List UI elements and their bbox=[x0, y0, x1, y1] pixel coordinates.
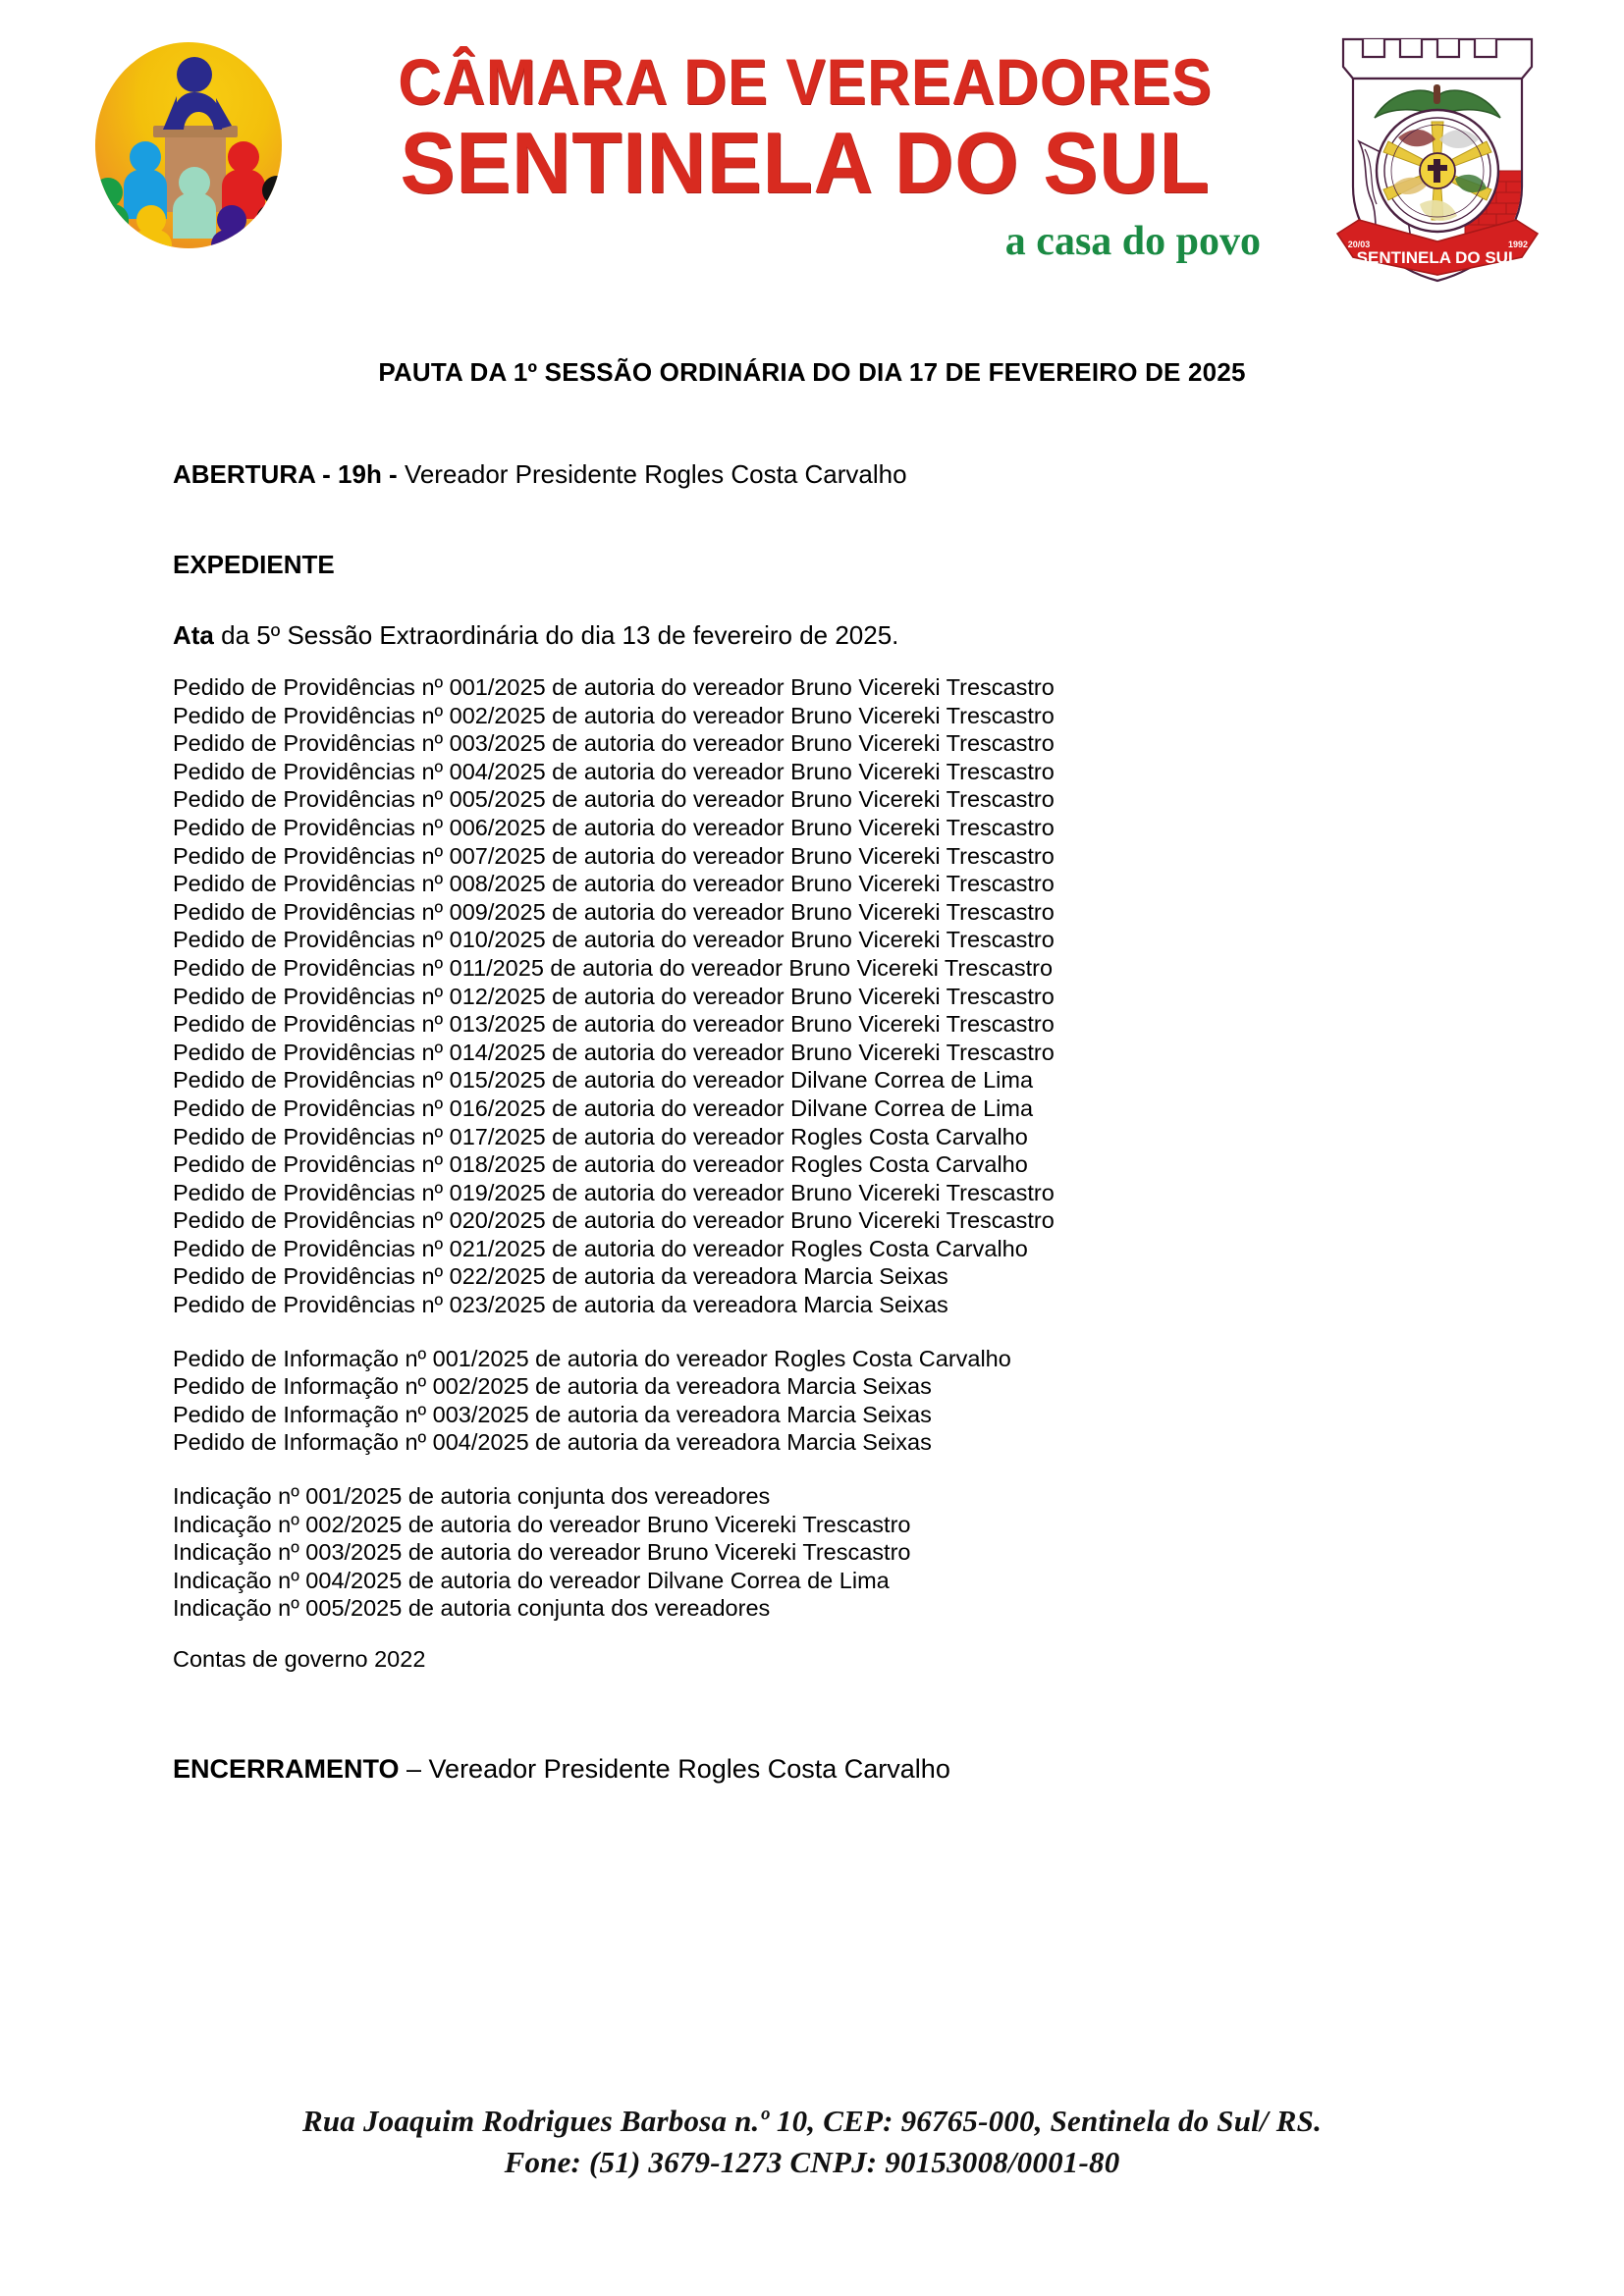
coat-banner-date-left: 20/03 bbox=[1347, 240, 1371, 249]
pedido-de-providencias-item: Pedido de Providências nº 004/2025 de autoria do vereador Bruno Vicereki Trescastro bbox=[173, 758, 1055, 784]
indicacao-item: Indicação nº 004/2025 de autoria do vereador Dilvane Correa de Lima bbox=[173, 1567, 890, 1593]
pedido-de-providencias-item: Pedido de Providências nº 015/2025 de autoria do vereador Dilvane Correa de Lima bbox=[173, 1067, 1034, 1094]
encerramento-text: – Vereador Presidente Rogles Costa Carvalho bbox=[399, 1753, 950, 1784]
pedido-de-providencias-item: Pedido de Providências nº 009/2025 de autoria do vereador Bruno Vicereki Trescastro bbox=[173, 898, 1055, 925]
spacer bbox=[173, 487, 1449, 552]
spacer bbox=[173, 648, 1449, 673]
document-header bbox=[0, 0, 1624, 334]
pedido-de-providencias-item: Pedido de Providências nº 016/2025 de autoria do vereador Dilvane Correa de Lima bbox=[173, 1095, 1034, 1121]
coat-banner-date-right: 1992 bbox=[1507, 240, 1529, 249]
ata-text: da 5º Sessão Extraordinária do dia 13 de fevereiro de 2025. bbox=[221, 620, 899, 650]
pedido-de-providencias-item: Pedido de Providências nº 008/2025 de autoria do vereador Bruno Vicereki Trescastro bbox=[173, 871, 1055, 897]
indicacao-item: Indicação nº 005/2025 de autoria conjunta dos vereadores bbox=[173, 1595, 771, 1622]
spacer bbox=[173, 1319, 1449, 1345]
sentinela-do-sul-coat-of-arms-icon bbox=[1329, 24, 1545, 289]
camara-assembly-emblem-icon bbox=[69, 27, 309, 248]
pedido-de-providencias-item: Pedido de Providências nº 002/2025 de autoria do vereador Bruno Vicereki Trescastro bbox=[173, 702, 1055, 728]
abertura-text: Vereador Presidente Rogles Costa Carvalho bbox=[404, 459, 907, 489]
coat-banner-text: SENTINELA DO SUL bbox=[1356, 248, 1519, 267]
pedido-de-providencias-item: Pedido de Providências nº 011/2025 de autoria do vereador Bruno Vicereki Trescastro bbox=[173, 954, 1054, 981]
footer-address-line: Rua Joaquim Rodrigues Barbosa n.º 10, CEP: 96765-000, Sentinela do Sul/ RS. bbox=[301, 2104, 1323, 2138]
indicacao-item: Indicação nº 001/2025 de autoria conjunta dos vereadores bbox=[173, 1483, 771, 1510]
spacer bbox=[173, 1672, 1449, 1756]
pedidos-de-informacao-list bbox=[173, 1345, 1449, 1457]
pedido-de-providencias-item: Pedido de Providências nº 007/2025 de autoria do vereador Bruno Vicereki Trescastro bbox=[173, 842, 1055, 869]
pedido-de-providencias-item: Pedido de Providências nº 012/2025 de autoria do vereador Bruno Vicereki Trescastro bbox=[173, 983, 1055, 1009]
pedido-de-providencias-item: Pedido de Providências nº 023/2025 de autoria da vereadora Marcia Seixas bbox=[173, 1292, 948, 1318]
footer-contact-line: Fone: (51) 3679-1273 CNPJ: 90153008/0001-80 bbox=[504, 2144, 1120, 2179]
pedido-de-providencias-item: Pedido de Providências nº 014/2025 de autoria do vereador Bruno Vicereki Trescastro bbox=[173, 1039, 1055, 1065]
pedido-de-providencias-item: Pedido de Providências nº 022/2025 de autoria da vereadora Marcia Seixas bbox=[173, 1263, 948, 1290]
pedido-de-providencias-item: Pedido de Providências nº 010/2025 de autoria do vereador Bruno Vicereki Trescastro bbox=[173, 927, 1055, 953]
pedido-de-providencias-item: Pedido de Providências nº 006/2025 de autoria do vereador Bruno Vicereki Trescastro bbox=[173, 814, 1055, 840]
expediente-heading: EXPEDIENTE bbox=[173, 550, 335, 579]
contas-de-governo-line: Contas de governo 2022 bbox=[173, 1646, 426, 1672]
pedido-de-informacao-item: Pedido de Informação nº 003/2025 de autoria da vereadora Marcia Seixas bbox=[173, 1401, 932, 1427]
pedido-de-informacao-item: Pedido de Informação nº 002/2025 de autoria da vereadora Marcia Seixas bbox=[173, 1373, 932, 1400]
pedido-de-providencias-item: Pedido de Providências nº 001/2025 de autoria do vereador Bruno Vicereki Trescastro bbox=[173, 674, 1055, 700]
wordmark-tagline-a-casa-do-povo: a casa do povo bbox=[1004, 219, 1261, 265]
spacer bbox=[173, 1457, 1449, 1482]
pedido-de-providencias-item: Pedido de Providências nº 013/2025 de autoria do vereador Bruno Vicereki Trescastro bbox=[173, 1011, 1055, 1038]
pedidos-de-providencias-list bbox=[173, 673, 1449, 1319]
pedido-de-informacao-item: Pedido de Informação nº 001/2025 de autoria do vereador Rogles Costa Carvalho bbox=[173, 1345, 1011, 1371]
pedido-de-providencias-item: Pedido de Providências nº 019/2025 de autoria do vereador Bruno Vicereki Trescastro bbox=[173, 1179, 1055, 1205]
page-title: PAUTA DA 1º SESSÃO ORDINÁRIA DO DIA 17 DE FEVEREIRO DE 2025 bbox=[378, 357, 1246, 387]
pedido-de-providencias-item: Pedido de Providências nº 003/2025 de autoria do vereador Bruno Vicereki Trescastro bbox=[173, 730, 1055, 757]
pedido-de-informacao-item: Pedido de Informação nº 004/2025 de autoria da vereadora Marcia Seixas bbox=[173, 1429, 932, 1456]
pedido-de-providencias-item: Pedido de Providências nº 017/2025 de autoria do vereador Rogles Costa Carvalho bbox=[173, 1123, 1028, 1149]
pedido-de-providencias-item: Pedido de Providências nº 020/2025 de autoria do vereador Bruno Vicereki Trescastro bbox=[173, 1207, 1055, 1234]
pedido-de-providencias-item: Pedido de Providências nº 005/2025 de autoria do vereador Bruno Vicereki Trescastro bbox=[173, 786, 1055, 813]
ata-label: Ata bbox=[173, 620, 222, 650]
abertura-line bbox=[173, 461, 1449, 487]
encerramento-label: ENCERRAMENTO bbox=[173, 1753, 400, 1784]
camara-wordmark bbox=[324, 45, 1286, 265]
wordmark-line-camara-de-vereadores: CÂMARA DE VEREADORES bbox=[398, 45, 1213, 118]
pedido-de-providencias-item: Pedido de Providências nº 021/2025 de autoria do vereador Rogles Costa Carvalho bbox=[173, 1235, 1028, 1261]
indicacoes-list bbox=[173, 1482, 1449, 1623]
document-body bbox=[173, 461, 1449, 1783]
indicacao-item: Indicação nº 003/2025 de autoria do vereador Bruno Vicereki Trescastro bbox=[173, 1539, 911, 1566]
wordmark-line-sentinela-do-sul: SENTINELA DO SUL bbox=[400, 114, 1211, 211]
spacer bbox=[173, 1623, 1449, 1648]
abertura-label: ABERTURA - 19h - bbox=[173, 459, 405, 489]
ata-line bbox=[173, 622, 1449, 648]
encerramento-line bbox=[173, 1753, 1449, 1784]
spacer bbox=[173, 577, 1449, 622]
pedido-de-providencias-item: Pedido de Providências nº 018/2025 de autoria do vereador Rogles Costa Carvalho bbox=[173, 1151, 1028, 1178]
document-footer bbox=[0, 2101, 1624, 2183]
indicacao-item: Indicação nº 002/2025 de autoria do vereador Bruno Vicereki Trescastro bbox=[173, 1511, 911, 1537]
